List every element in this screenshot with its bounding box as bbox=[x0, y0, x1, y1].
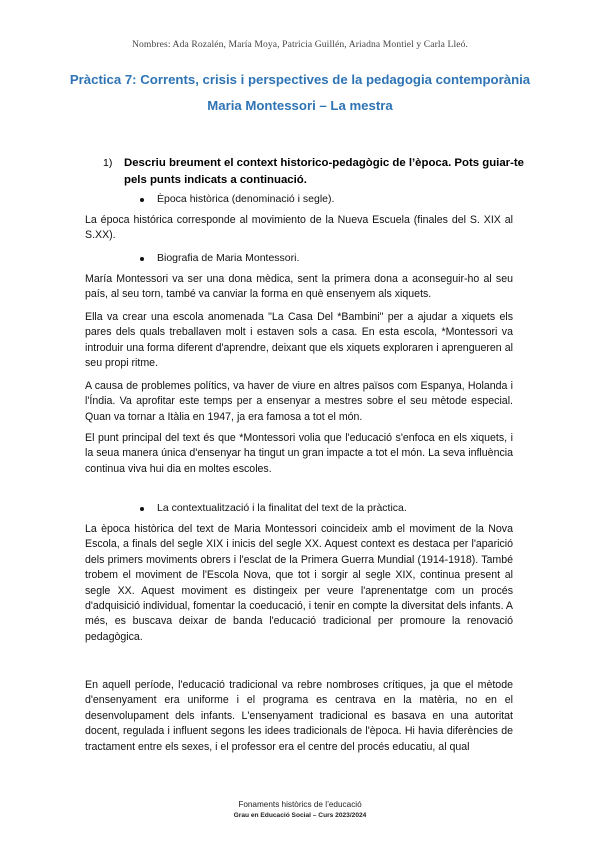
footer-degree: Grau en Educació Social – Curs 2023/2024 bbox=[233, 812, 367, 819]
bullet-icon bbox=[140, 257, 144, 261]
document-subtitle: Maria Montessori – La mestra bbox=[207, 98, 393, 113]
paragraph: A causa de problemes polítics, va haver de viure en altres països com Espanya, Holanda i l'Índia. Va aprofitar este temps per a ensenyar a mestres sobre el seu mètode especial. Quan va tornar a Itàlia en 1947, ja era famosa a tot el món. bbox=[85, 380, 513, 423]
bullet-text: Biografia de Maria Montessori. bbox=[157, 252, 300, 264]
paragraph: La época histórica corresponde al movimiento de la Nueva Escuela (finales del S. XIX al S.XX). bbox=[85, 214, 513, 242]
paragraph: En aquell període, l'educació tradicional va rebre nombroses crítiques, ja que el mètode d'ensenyament era uniforme i el programa es centrava en la matèria, no en el desenvolupament dels infants. L'ensenyament tradicional es basava en una autoritat docent, regulada i influent segons les idees tradicionals de l'època. Hi havia diferències de tractament entre els sexes, i el professor era el centre del procés educatiu, al qual bbox=[85, 679, 513, 753]
question-text: Descriu breument el context historico-pedagògic de l’època. Pots guiar-te pels punts indicats a continuació. bbox=[124, 157, 525, 186]
bullet-icon bbox=[140, 507, 144, 511]
paragraph: María Montessori va ser una dona mèdica, sent la primera dona a aconseguir-ho al seu país, al seu torn, també va canviar la forma en què ensenyem als xiquets. bbox=[85, 273, 513, 301]
bullet-icon bbox=[140, 198, 144, 202]
bullet-item bbox=[140, 252, 299, 264]
authors-line: Nombres: Ada Rozalén, María Moya, Patricia Guillén, Ariadna Montiel y Carla Lleó. bbox=[131, 39, 469, 50]
paragraph: El punt principal del text és que *Montessori volia que l'educació s'enfoca en els xiquets, i la seua manera única d'ensenyar ha tingut un gran impacte a tot el món. La seva influència continua viva hui dia en moltes escoles. bbox=[85, 432, 513, 475]
footer-course: Fonaments històrics de l’educació bbox=[238, 800, 362, 809]
paragraph: La època històrica del text de Maria Montessori coincideix amb el moviment de la Nova Escola, a finals del segle XIX i inicis del segle XX. Aquest context es destaca per l'aparició dels primers moviments obrers i l'esclat de la Primera Guerra Mundial (1914-1918). També trobem el moviment de l'Escola Nova, que tot i sorgir al segle XIX, continua present al segle XX. Aquest moviment es distingeix per veure l'aprenentatge com un procés d'adquisició individual, fomentar la coeducació, i tenir en compte la diversitat dels infants. A més, es buscava deixar de banda l'educació tradicional per promoure la renovació pedagògica. bbox=[85, 523, 513, 643]
bullet-text: Època històrica (denominació i segle). bbox=[157, 193, 335, 205]
paragraph: Ella va crear una escola anomenada "La Casa Del *Bambini" per a ajudar a xiquets els pares dels quals treballaven molt i estaven sols a casa. En esta escola, *Montessori va introduir una forma diferent d'aprendre, deixant que els xiquets exploraren i aprengueren al seu propi ritme. bbox=[85, 311, 513, 370]
question-number: 1) bbox=[103, 157, 113, 169]
question-1 bbox=[103, 155, 543, 189]
bullet-item bbox=[140, 193, 334, 205]
bullet-item bbox=[140, 502, 407, 514]
document-title: Pràctica 7: Corrents, crisis i perspectives de la pedagogia contemporània bbox=[69, 72, 531, 87]
bullet-text: La contextualització i la finalitat del text de la pràctica. bbox=[157, 502, 407, 514]
